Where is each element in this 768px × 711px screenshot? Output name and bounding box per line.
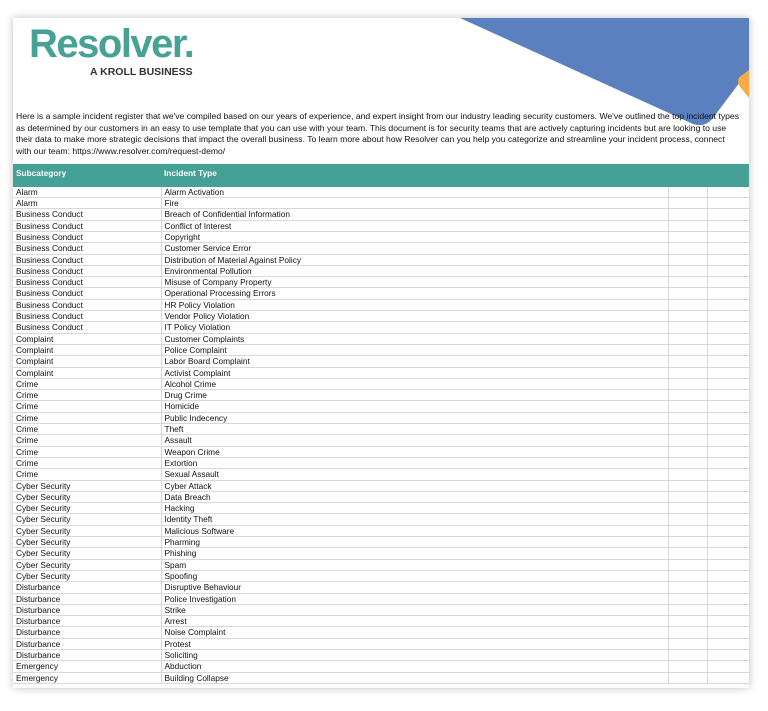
incident-type-cell[interactable]: Copyright [161, 232, 668, 243]
empty-cell[interactable] [707, 378, 749, 389]
table-row [13, 593, 749, 604]
subcategory-cell[interactable]: Cyber Security [13, 491, 161, 502]
table-row [13, 649, 749, 660]
incident-type-cell[interactable]: Cyber Attack [161, 480, 668, 491]
subcategory-cell[interactable]: Complaint [13, 367, 161, 378]
subcategory-cell[interactable]: Cyber Security [13, 503, 161, 514]
empty-cell[interactable] [668, 254, 707, 265]
incident-type-cell[interactable]: Weapon Crime [161, 446, 668, 457]
table-row [13, 356, 749, 367]
incident-type-cell[interactable]: Data Breach [161, 491, 668, 502]
incident-type-cell[interactable]: HR Policy Violation [161, 299, 668, 310]
table-row [13, 232, 749, 243]
empty-cell[interactable] [707, 288, 749, 299]
empty-cell[interactable] [707, 322, 749, 333]
empty-cell[interactable] [668, 570, 707, 581]
subcategory-cell[interactable]: Alarm [13, 187, 161, 198]
header-incident-type: Incident Type [164, 167, 217, 178]
empty-cell[interactable] [668, 288, 707, 299]
incident-type-cell[interactable]: Identity Theft [161, 514, 668, 525]
empty-cell[interactable] [707, 559, 749, 570]
empty-cell[interactable] [668, 457, 707, 468]
subcategory-cell[interactable]: Cyber Security [13, 525, 161, 536]
intro-text: Here is a sample incident register that we've compiled based on our years of experience, and expert insight from our industry leading security customers. We've outlined the top incident types as determined by our customers in an easy to use template that you can use with your team. This document is for security teams that are actively capturing incidents but are looking to use their data to make more strategic decisions that impact the overall business. To learn more about how Resolver can you help you categorize and streamline your incident process, connect with our team: https://www.resolver.com/request-demo/ [16, 111, 739, 157]
table-row [13, 548, 749, 559]
subcategory-cell[interactable]: Disturbance [13, 593, 161, 604]
empty-cell[interactable] [668, 627, 707, 638]
empty-cell[interactable] [668, 378, 707, 389]
empty-cell[interactable] [707, 537, 749, 548]
table-row [13, 254, 749, 265]
empty-cell[interactable] [668, 322, 707, 333]
subcategory-cell[interactable]: Crime [13, 412, 161, 423]
incident-type-cell[interactable]: Police Investigation [161, 593, 668, 604]
subcategory-cell[interactable]: Business Conduct [13, 220, 161, 231]
subcategory-cell[interactable]: Business Conduct [13, 254, 161, 265]
incident-type-cell[interactable]: Noise Complaint [161, 627, 668, 638]
table-row [13, 209, 749, 220]
incident-type-cell[interactable]: Operational Processing Errors [161, 288, 668, 299]
empty-cell[interactable] [707, 412, 749, 423]
empty-cell[interactable] [707, 401, 749, 412]
incident-type-cell[interactable]: Extortion [161, 457, 668, 468]
subcategory-cell[interactable]: Complaint [13, 344, 161, 355]
empty-cell[interactable] [707, 198, 749, 209]
subcategory-cell[interactable]: Business Conduct [13, 265, 161, 276]
subcategory-cell[interactable]: Disturbance [13, 649, 161, 660]
incident-type-cell[interactable]: Spam [161, 559, 668, 570]
empty-cell[interactable] [707, 548, 749, 559]
subcategory-cell[interactable]: Crime [13, 401, 161, 412]
table-row [13, 503, 749, 514]
empty-cell[interactable] [668, 503, 707, 514]
empty-cell[interactable] [707, 582, 749, 593]
empty-cell[interactable] [707, 480, 749, 491]
empty-cell[interactable] [707, 491, 749, 502]
empty-cell[interactable] [668, 311, 707, 322]
empty-cell[interactable] [668, 367, 707, 378]
incident-type-cell[interactable]: Vendor Policy Violation [161, 311, 668, 322]
subcategory-cell[interactable]: Crime [13, 469, 161, 480]
empty-cell[interactable] [707, 570, 749, 581]
subcategory-cell[interactable]: Cyber Security [13, 480, 161, 491]
empty-cell[interactable] [668, 187, 707, 198]
table-row [13, 299, 749, 310]
table-row [13, 616, 749, 627]
empty-cell[interactable] [707, 446, 749, 457]
table-row [13, 220, 749, 231]
incident-type-cell[interactable]: Soliciting [161, 649, 668, 660]
subcategory-cell[interactable]: Disturbance [13, 582, 161, 593]
incident-type-cell[interactable]: Protest [161, 638, 668, 649]
subcategory-cell[interactable]: Business Conduct [13, 322, 161, 333]
empty-cell[interactable] [668, 491, 707, 502]
incident-type-cell[interactable]: Customer Service Error [161, 243, 668, 254]
incident-type-cell[interactable]: Arrest [161, 616, 668, 627]
empty-cell[interactable] [707, 627, 749, 638]
table-row [13, 412, 749, 423]
document-body [13, 111, 749, 684]
empty-cell[interactable] [707, 390, 749, 401]
subcategory-cell[interactable]: Business Conduct [13, 311, 161, 322]
subcategory-cell[interactable]: Crime [13, 435, 161, 446]
subcategory-cell[interactable]: Alarm [13, 198, 161, 209]
table-row [13, 604, 749, 615]
table-row [13, 322, 749, 333]
empty-cell[interactable] [707, 367, 749, 378]
incident-type-cell[interactable]: Environmental Pollution [161, 265, 668, 276]
empty-cell[interactable] [668, 390, 707, 401]
incident-type-cell[interactable]: Building Collapse [161, 672, 668, 683]
empty-cell[interactable] [707, 593, 749, 604]
empty-cell[interactable] [668, 525, 707, 536]
empty-cell[interactable] [668, 638, 707, 649]
empty-cell[interactable] [707, 638, 749, 649]
subcategory-cell[interactable]: Disturbance [13, 627, 161, 638]
empty-cell[interactable] [707, 311, 749, 322]
incident-type-cell[interactable]: Pharming [161, 537, 668, 548]
empty-cell[interactable] [668, 424, 707, 435]
empty-cell[interactable] [707, 299, 749, 310]
empty-cell[interactable] [668, 299, 707, 310]
empty-cell[interactable] [668, 661, 707, 672]
empty-cell[interactable] [707, 503, 749, 514]
incident-type-cell[interactable]: Drug Crime [161, 390, 668, 401]
empty-cell[interactable] [707, 661, 749, 672]
empty-cell[interactable] [707, 344, 749, 355]
incident-type-cell[interactable]: Customer Complaints [161, 333, 668, 344]
subcategory-cell[interactable]: Business Conduct [13, 299, 161, 310]
empty-cell[interactable] [707, 232, 749, 243]
incident-type-cell[interactable]: Public Indecency [161, 412, 668, 423]
table-row [13, 401, 749, 412]
table-row [13, 390, 749, 401]
table-row [13, 514, 749, 525]
subcategory-cell[interactable]: Cyber Security [13, 570, 161, 581]
empty-cell[interactable] [668, 604, 707, 615]
table-row [13, 367, 749, 378]
empty-cell[interactable] [668, 514, 707, 525]
table-row [13, 243, 749, 254]
empty-cell[interactable] [707, 243, 749, 254]
table-row [13, 525, 749, 536]
empty-cell[interactable] [668, 446, 707, 457]
empty-cell[interactable] [668, 412, 707, 423]
empty-cell[interactable] [668, 559, 707, 570]
subcategory-cell[interactable]: Crime [13, 457, 161, 468]
subcategory-cell[interactable]: Complaint [13, 333, 161, 344]
empty-cell[interactable] [707, 265, 749, 276]
empty-cell[interactable] [668, 582, 707, 593]
empty-cell[interactable] [707, 649, 749, 660]
table-row [13, 457, 749, 468]
empty-cell[interactable] [707, 514, 749, 525]
subcategory-cell[interactable]: Cyber Security [13, 548, 161, 559]
resolver-logo: Resolver. [29, 22, 194, 66]
subcategory-cell[interactable]: Disturbance [13, 604, 161, 615]
subcategory-cell[interactable]: Business Conduct [13, 232, 161, 243]
incident-type-cell[interactable]: Police Complaint [161, 344, 668, 355]
empty-cell[interactable] [668, 344, 707, 355]
empty-cell[interactable] [707, 435, 749, 446]
empty-cell[interactable] [668, 537, 707, 548]
table-row [13, 187, 749, 198]
incident-type-cell[interactable]: Alarm Activation [161, 187, 668, 198]
subcategory-cell[interactable]: Emergency [13, 672, 161, 683]
empty-cell[interactable] [707, 209, 749, 220]
empty-cell[interactable] [707, 469, 749, 480]
incident-type-cell[interactable]: Abduction [161, 661, 668, 672]
empty-cell[interactable] [707, 277, 749, 288]
subcategory-cell[interactable]: Crime [13, 390, 161, 401]
empty-cell[interactable] [707, 457, 749, 468]
subcategory-cell[interactable]: Cyber Security [13, 559, 161, 570]
empty-cell[interactable] [668, 435, 707, 446]
subcategory-cell[interactable]: Emergency [13, 661, 161, 672]
empty-cell[interactable] [707, 333, 749, 344]
table-row [13, 638, 749, 649]
logo-tagline: A KROLL BUSINESS [90, 66, 193, 78]
empty-cell[interactable] [668, 198, 707, 209]
empty-cell[interactable] [707, 356, 749, 367]
subcategory-cell[interactable]: Crime [13, 424, 161, 435]
empty-cell[interactable] [707, 604, 749, 615]
table-row [13, 265, 749, 276]
subcategory-cell[interactable]: Cyber Security [13, 537, 161, 548]
incident-type-cell[interactable]: Sexual Assault [161, 469, 668, 480]
incident-type-cell[interactable]: Distribution of Material Against Policy [161, 254, 668, 265]
incident-type-cell[interactable]: Theft [161, 424, 668, 435]
document-page [13, 18, 749, 688]
empty-cell[interactable] [668, 243, 707, 254]
empty-cell[interactable] [668, 548, 707, 559]
incident-type-cell[interactable]: Spoofing [161, 570, 668, 581]
empty-cell[interactable] [668, 265, 707, 276]
empty-cell[interactable] [668, 469, 707, 480]
incident-type-cell[interactable]: IT Policy Violation [161, 322, 668, 333]
empty-cell[interactable] [707, 254, 749, 265]
empty-cell[interactable] [707, 672, 749, 683]
empty-cell[interactable] [668, 209, 707, 220]
table-row [13, 311, 749, 322]
incident-type-cell[interactable]: Malicious Software [161, 525, 668, 536]
empty-cell[interactable] [668, 232, 707, 243]
table-row [13, 446, 749, 457]
table-row [13, 582, 749, 593]
table-row [13, 661, 749, 672]
empty-cell[interactable] [668, 649, 707, 660]
incident-table [13, 187, 749, 684]
table-row [13, 333, 749, 344]
table-row [13, 378, 749, 389]
table-row [13, 491, 749, 502]
incident-type-cell[interactable]: Phishing [161, 548, 668, 559]
table-row [13, 480, 749, 491]
empty-cell[interactable] [707, 424, 749, 435]
table-row [13, 424, 749, 435]
subcategory-cell[interactable]: Complaint [13, 356, 161, 367]
header-subcategory: Subcategory [16, 167, 67, 178]
empty-cell[interactable] [668, 616, 707, 627]
empty-cell[interactable] [707, 616, 749, 627]
table-row [13, 277, 749, 288]
subcategory-cell[interactable]: Disturbance [13, 616, 161, 627]
table-row [13, 198, 749, 209]
subcategory-cell[interactable]: Business Conduct [13, 209, 161, 220]
table-header [13, 164, 749, 187]
table-row [13, 570, 749, 581]
incident-type-cell[interactable]: Hacking [161, 503, 668, 514]
subcategory-cell[interactable]: Crime [13, 378, 161, 389]
subcategory-cell[interactable]: Cyber Security [13, 514, 161, 525]
empty-cell[interactable] [668, 672, 707, 683]
empty-cell[interactable] [668, 220, 707, 231]
empty-cell[interactable] [668, 480, 707, 491]
empty-cell[interactable] [668, 401, 707, 412]
incident-type-cell[interactable]: Labor Board Complaint [161, 356, 668, 367]
incident-type-cell[interactable]: Homicide [161, 401, 668, 412]
subcategory-cell[interactable]: Crime [13, 446, 161, 457]
table-row [13, 469, 749, 480]
empty-cell[interactable] [668, 277, 707, 288]
empty-cell[interactable] [668, 593, 707, 604]
table-row [13, 559, 749, 570]
table-row [13, 672, 749, 683]
empty-cell[interactable] [668, 333, 707, 344]
empty-cell[interactable] [707, 525, 749, 536]
table-row [13, 537, 749, 548]
incident-type-cell[interactable]: Conflict of Interest [161, 220, 668, 231]
subcategory-cell[interactable]: Business Conduct [13, 288, 161, 299]
incident-type-cell[interactable]: Disruptive Behaviour [161, 582, 668, 593]
blue-banner-shape [460, 18, 749, 125]
incident-type-cell[interactable]: Activist Complaint [161, 367, 668, 378]
incident-type-cell[interactable]: Alcohol Crime [161, 378, 668, 389]
subcategory-cell[interactable]: Business Conduct [13, 277, 161, 288]
empty-cell[interactable] [668, 356, 707, 367]
table-row [13, 288, 749, 299]
subcategory-cell[interactable]: Disturbance [13, 638, 161, 649]
subcategory-cell[interactable]: Business Conduct [13, 243, 161, 254]
empty-cell[interactable] [707, 220, 749, 231]
incident-type-cell[interactable]: Fire [161, 198, 668, 209]
incident-type-cell[interactable]: Assault [161, 435, 668, 446]
incident-type-cell[interactable]: Breach of Confidential Information [161, 209, 668, 220]
table-row [13, 435, 749, 446]
table-row [13, 627, 749, 638]
incident-type-cell[interactable]: Misuse of Company Property [161, 277, 668, 288]
table-row [13, 344, 749, 355]
empty-cell[interactable] [707, 187, 749, 198]
incident-type-cell[interactable]: Strike [161, 604, 668, 615]
